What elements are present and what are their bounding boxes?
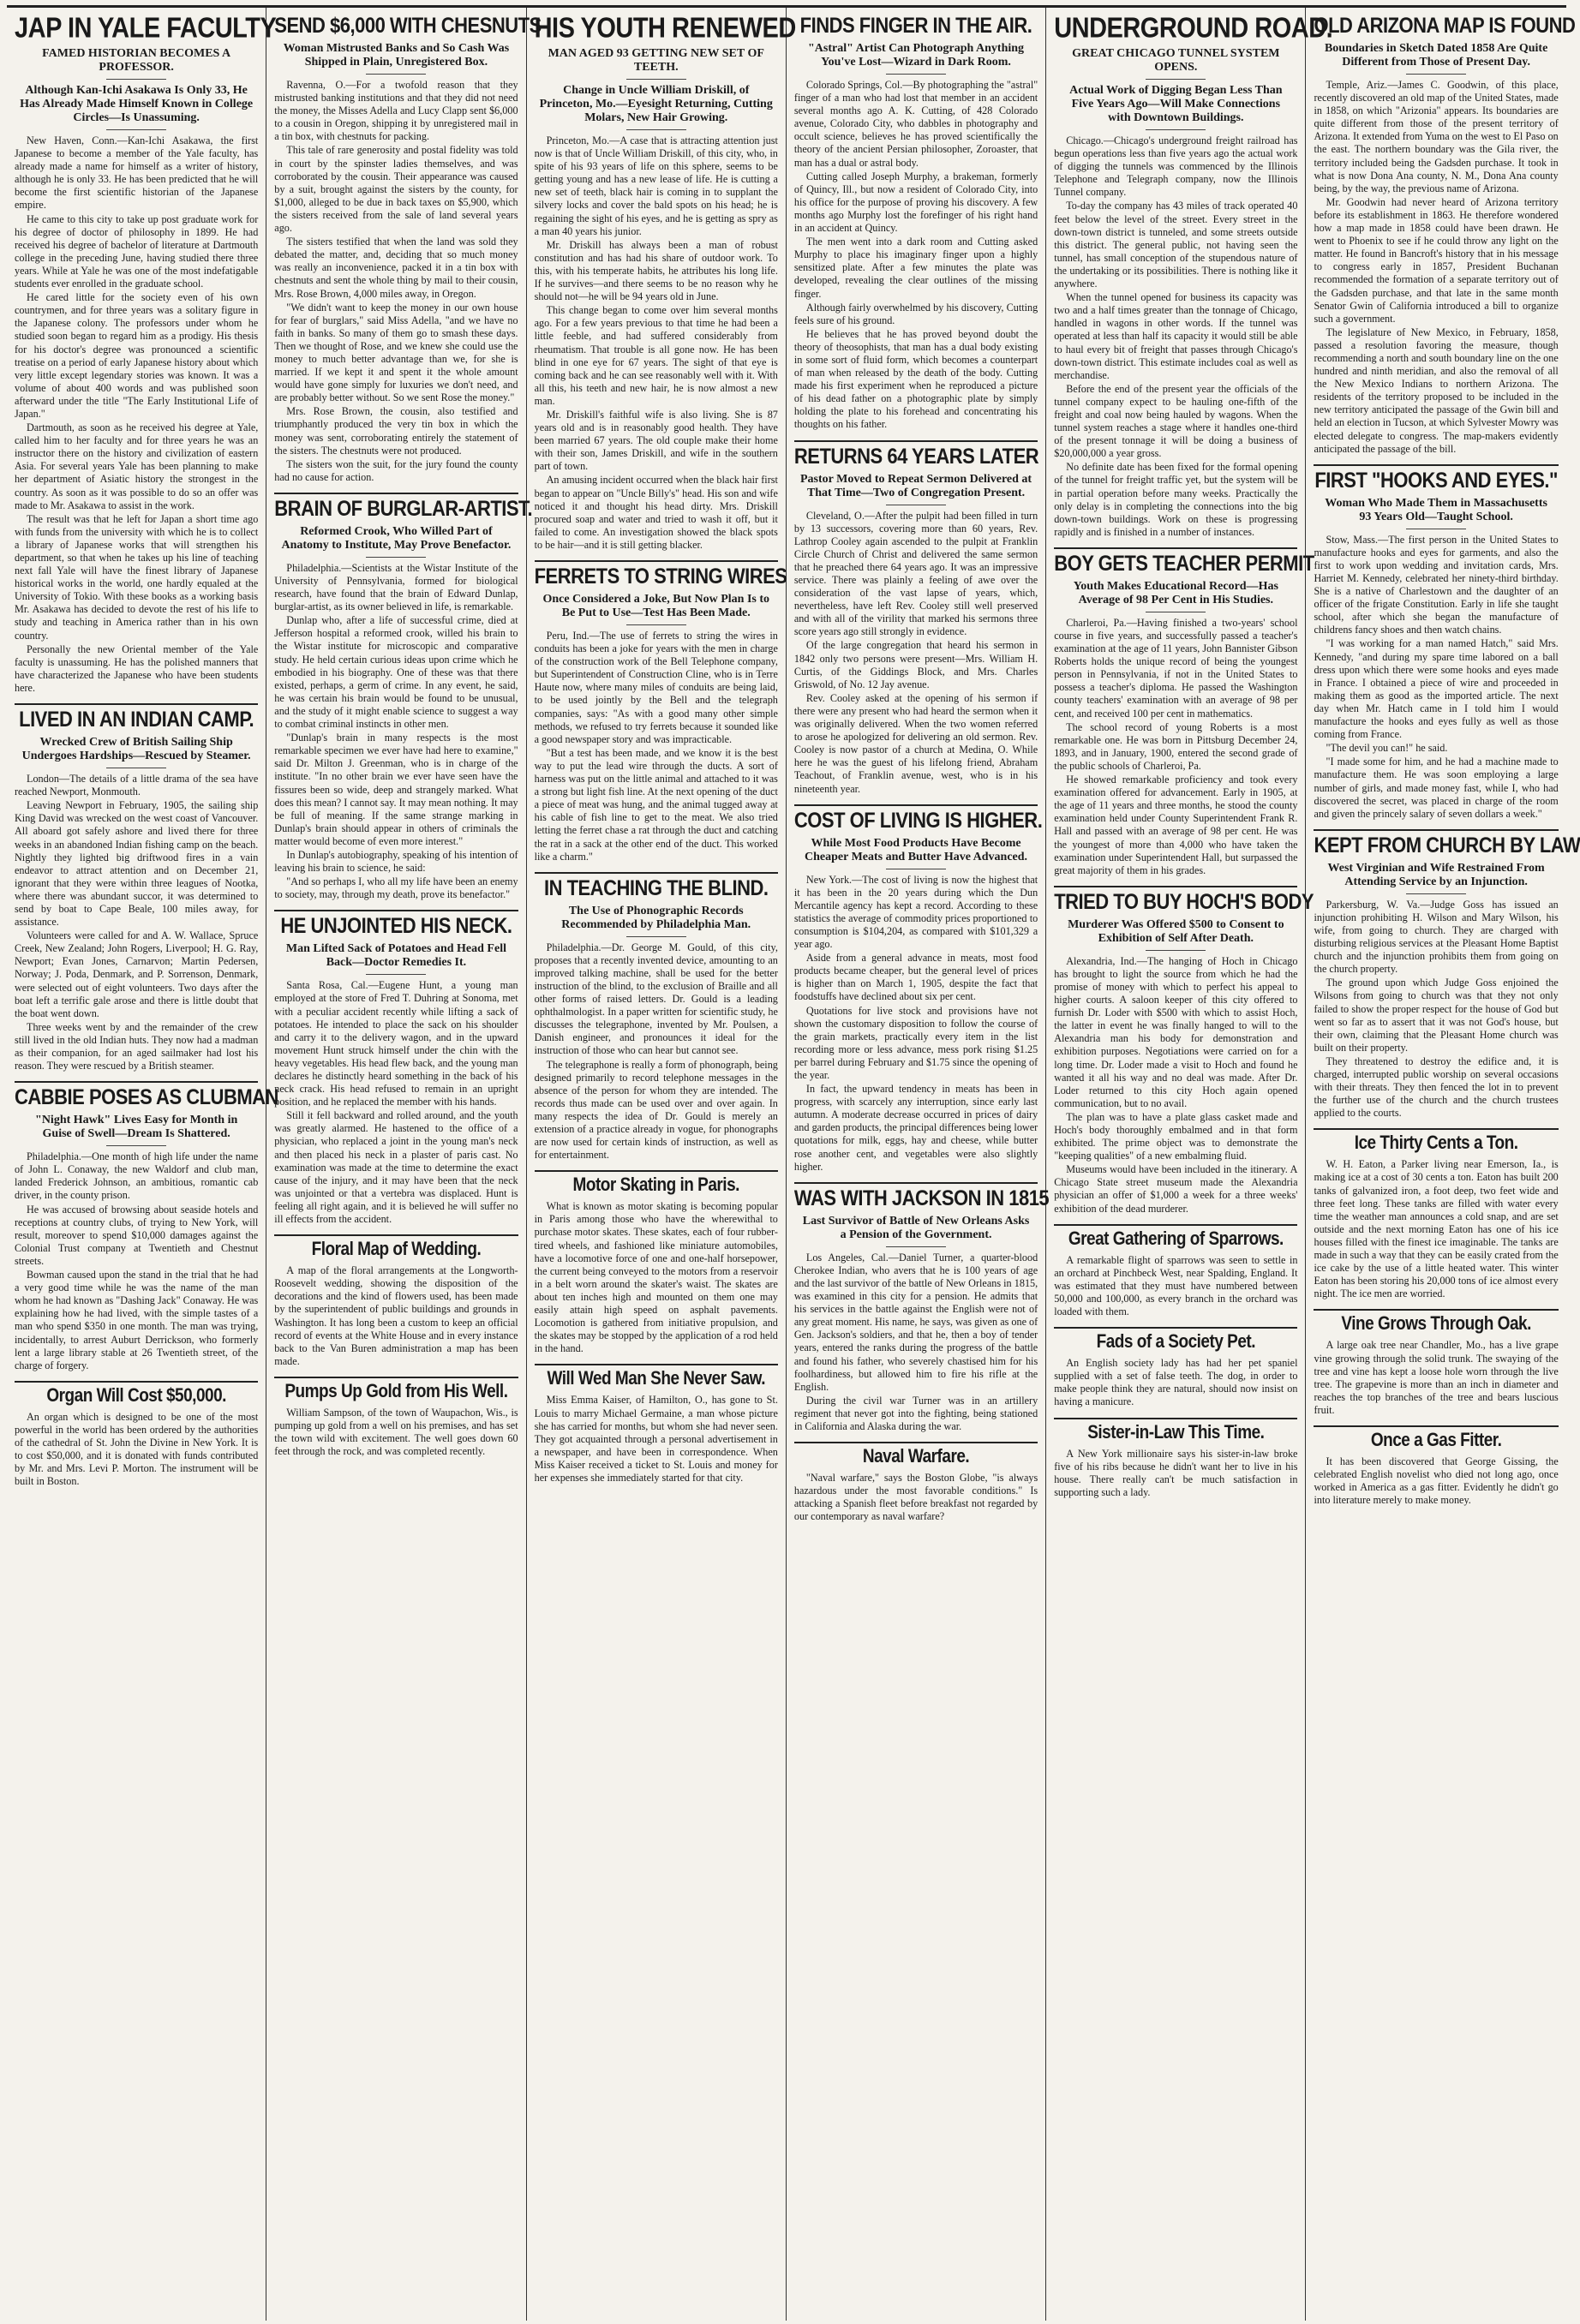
paragraph: Charleroi, Pa.—Having finished a two-years' school course in five years, and successfully passed a teacher's examination at the age of 11 years, John Bannister Gibson Roberts holds the unique record of being the youngest person in Pennsylvania, if not in the United States to possess a teacher's diploma. He passed the Washington county teachers' examination with an average of 98 per cent, and received 100 per cent in mathematics. bbox=[1054, 616, 1298, 720]
article bbox=[274, 495, 533, 901]
paragraph: "I was working for a man named Hatch," said Mrs. Kennedy, "and during my spare time labored on a ball dress upon which there were some hooks and eyes made in France. I obtained a piece of wire and proceeded in making them as good as the imported article. The next day when Mr. Hatch came in I told him I would manufacture the hooks and eyes fully as well as those coming from France. bbox=[1314, 637, 1559, 741]
subheadline: Last Survivor of Battle of New Orleans Asks a Pension of the Government. bbox=[802, 1214, 1030, 1241]
paragraph: Princeton, Mo.—A case that is attracting attention just now is that of Uncle William Driskill, of this city, who, in spite of his 93 years of life on this sphere, seems to be getting young and has a new lease of life. He is cutting a new set of teeth, black hair is coming in to supplant the silvery locks and cover the bald spots on his head; he is regaining the sight of his eyes, and he is getting as spry as a man 40 years his junior. bbox=[534, 134, 778, 237]
article-body bbox=[535, 630, 778, 863]
article-body bbox=[15, 773, 258, 1072]
divider bbox=[626, 936, 686, 937]
paragraph: Of the large congregation that heard his sermon in 1842 only two persons were present—Mrs. William H. Curtis, of the Giddings Block, and Mrs. Charles Griswold, of No. 12 Jay avenue. bbox=[793, 639, 1038, 690]
article bbox=[793, 807, 1043, 1174]
headline: LIVED IN AN INDIAN CAMP. bbox=[19, 707, 254, 732]
article bbox=[1054, 888, 1314, 1216]
headline: Fads of a Society Pet. bbox=[1096, 1331, 1256, 1353]
paragraph: It has been discovered that George Gissing, the celebrated English novelist who died not long ago, once worked in America as a gas fitter. Evidently he didn't go into literature merely to make money. bbox=[1314, 1455, 1559, 1507]
divider bbox=[366, 74, 426, 75]
subheadline: West Virginian and Wife Restrained From Attending Service by an Injunction. bbox=[1327, 861, 1545, 888]
paragraph: Philadelphia.—Scientists at the Wistar Institute of the University of Pennsylvania, formed for biological research, have found that the brain of Edward Dunlap, burglar-artist, as its owner believed in life, is remarkable. bbox=[274, 561, 518, 613]
paragraph: W. H. Eaton, a Parker living near Emerson, Ia., is making ice at a cost of 30 cents a ton. Eaton has built 200 tanks of galvanized iron, a foot deep, two feet wide and three feet long. These tanks are filled with water every time the weather man announces a cold snap, and are set outside and the next morning Eaton has one of his ice houses filled with the finest ice imaginable. The tanks are made in such a way that they can be easily crated from the ice cake by the use of a little heated water. This winter Eaton has been storing his 20,000 tons of ice almost every night. The ice men are worried. bbox=[1314, 1158, 1559, 1300]
paragraph: Parkersburg, W. Va.—Judge Goss has issued an injunction prohibiting H. Wilson and Mary Wilson, his wife, from going to church. They are charged with disturbing religious services at the Pleasant Home Baptist church and the injunction prohibits them from going on the church property. bbox=[1314, 898, 1559, 976]
article-rule bbox=[15, 1381, 258, 1383]
subheadline: The Use of Phonographic Records Recommended by Philadelphia Man. bbox=[561, 904, 751, 931]
subheadline: Man Lifted Sack of Potatoes and Head Fell Back—Doctor Remedies It. bbox=[285, 942, 506, 970]
subheadline: While Most Food Products Have Become Cheaper Meats and Butter Have Advanced. bbox=[805, 836, 1028, 863]
article-rule bbox=[535, 1364, 778, 1365]
column bbox=[1306, 8, 1580, 2321]
headline: KEPT FROM CHURCH BY LAW bbox=[1314, 832, 1580, 857]
paragraph: Aside from a general advance in meats, most food products became cheaper, but the general level of prices is higher than on March 1, 1905, despite the fact that foodstuffs have declined about six per cent. bbox=[793, 952, 1038, 1003]
article-rule bbox=[274, 910, 518, 911]
paragraph: Peru, Ind.—The use of ferrets to string the wires in conduits has been a joke for years with the men in charge of the construction work of the Bell Telephone company, but Superintendent of Construction Cline, who is in Terre Haute now, where many miles of conduits are being laid, to be used jointly by the Bell and the telegraph companies, says: "As with a good many other simple methods, we refused to try ferrets because it sounded like a good newspaper story and was impracticable. bbox=[534, 630, 778, 745]
headline: Organ Will Cost $50,000. bbox=[46, 1385, 226, 1407]
article bbox=[1314, 13, 1576, 456]
paragraph: Philadelphia.—Dr. George M. Gould, of this city, proposes that a recently invented device, amounting to an improved talking machine, shall be used for the better instruction of the blind, to the exclusion of Braille and all other forms of raised letters. Dr. Gould is a leading ophthalmologist. In a paper written for scientific study, he discusses the telegraphone, invented by Mr. Poulsen, a Danish engineer, and pronounces it ideal for the instruction of those who can hear but cannot see. bbox=[534, 941, 778, 1057]
paragraph: The result was that he left for Japan a short time ago with funds from the university with which he is to collect a library of Japanese works that will strengthen his department, so that when he takes up his line of teaching next fall Yale will have the finest library of Japanese historical works in the world, one hardly equaled at the University of Tokio. With these books as a working basis Mr. Asakawa has decided to devote the rest of his life to study and teaching in America rather than in his own country. bbox=[15, 512, 259, 642]
article bbox=[535, 1369, 778, 1485]
article bbox=[534, 12, 796, 552]
paragraph: He was accused of browsing about seaside hotels and receptions at country clubs, of trying to New York, will result, moreover to spend $10,000 damages against the Colonial Trust company at Twentieth and Chestnut streets. bbox=[15, 1203, 259, 1267]
article-body bbox=[1054, 617, 1297, 877]
paragraph: Personally the new Oriental member of the Yale faculty is unassuming. He has the polished manners that have characterized the Japanese who have been students here. bbox=[15, 642, 259, 694]
article bbox=[274, 915, 518, 1226]
paragraph: When the tunnel opened for business its capacity was two and a half times greater than the tonnage of Chicago, handled in wagons in other words. If the tunnel was operated at less than half its capacity it would still be able to haul every bit of freight that passes through Chicago's down-town district. This estimate includes coal as well as merchandise. bbox=[1054, 291, 1298, 381]
article bbox=[794, 1447, 1038, 1523]
paragraph: An organ which is designed to be one of the most powerful in the world has been ordered by the authorities of the cathedral of St. John the Divine in New York. It is to cost $50,000, and it is donated with funds contributed by Mr. and Mrs. Levi P. Morton. The instrument will be built in Boston. bbox=[15, 1410, 259, 1488]
paragraph: In fact, the upward tendency in meats has been in progress, with scarcely any interruption, since early last autumn. A moderate decrease occurred in prices of dairy and garden products, the principal differences being lower quotations for milk, eggs, hay and cheese, while butter rose another cent, and vegetables were also slightly higher. bbox=[793, 1083, 1038, 1173]
article-rule bbox=[15, 1081, 258, 1083]
article-rule bbox=[535, 1170, 778, 1172]
paragraph: Mr. Driskill's faithful wife is also living. She is 87 years old and is in reasonably good health. They have been married 67 years. The old couple make their home with their son, James Driskill, and wife in the southern part of town. bbox=[534, 408, 778, 473]
article-body bbox=[535, 1200, 778, 1355]
article bbox=[15, 1084, 278, 1372]
headline: FERRETS TO STRING WIRES bbox=[534, 564, 787, 588]
headline: Vine Grows Through Oak. bbox=[1341, 1313, 1531, 1335]
divider bbox=[106, 79, 166, 80]
paragraph: He believes that he has proved beyond doubt the theory of theosophists, that man has a dual body existing in some sort of fluid form, which becomes a counterpart of man when released by the death of the body. Cutting made his first experiment when he reproduced a picture of his dead father on a photographic plate by simply holding the plate to his forehead and concentrating his thoughts on his father. bbox=[793, 327, 1038, 431]
headline: Will Wed Man She Never Saw. bbox=[547, 1368, 765, 1389]
divider bbox=[1406, 893, 1466, 894]
paragraph: They threatened to destroy the edifice and, it is charged, interrupted public worship on several occasions with their threats. They then fenced the lot in to prevent the further use of the church and the church trustees applied to the courts. bbox=[1314, 1054, 1559, 1120]
paragraph: Mr. Driskill has always been a man of robust constitution and has had his share of outdoor work. To this, with his temperate habits, he attributes his long life. If he survives—and there seems to be no reason why he should not—he will be 94 years old in June. bbox=[534, 238, 778, 303]
headline: Naval Warfare. bbox=[862, 1446, 970, 1467]
article bbox=[15, 12, 277, 695]
paragraph: The sisters testified that when the land was sold they debated the matter, and, deciding that so much money was really an inconvenience, packed it in a tin box with chestnuts and sent the whole thing by mail to their cousin, Mrs. Rose Brown, 4,000 miles away, in Oregon. bbox=[274, 236, 518, 300]
article-body bbox=[274, 1407, 518, 1458]
article-body bbox=[15, 1411, 258, 1489]
paragraph: Santa Rosa, Cal.—Eugene Hunt, a young man employed at the store of Fred T. Duhring at Sonoma, met with a peculiar accident recently while lifting a sack of potatoes. He intended to place the sack on his shoulder and carry it to the delivery wagon, and in the upward movement Hunt struck himself under the chin with the heavy vegetables. His head flew back, and the young man declares he distinctly heard something in the back of his neck crack. His head refused to remain in an upright position, and he replaced the member with his hands. bbox=[274, 979, 518, 1108]
paragraph: In Dunlap's autobiography, speaking of his intention of leaving his brain to science, he said: bbox=[274, 848, 518, 875]
paragraph: A large oak tree near Chandler, Mo., has a live grape vine growing through the solid trunk. The swaying of the tree and vine has kept a loose hole worn through the live tree. The grapevine is more than an inch in diameter and reaches the top branches of the tree and bears luscious fruit. bbox=[1314, 1339, 1559, 1416]
article-rule bbox=[274, 493, 518, 494]
article-body bbox=[274, 79, 518, 484]
article-body bbox=[794, 1472, 1038, 1523]
article-rule bbox=[1314, 829, 1558, 831]
divider bbox=[366, 557, 426, 558]
paragraph: Before the end of the present year the officials of the tunnel company expect to be hauling one-fifth of the freight and coal now being hauled by wagons. When the tunnel system reaches a stage where it handles one-third of the present tonnage it will be doing a business of $20,000,000 a year gross. bbox=[1054, 382, 1298, 460]
paragraph: He cared little for the society even of his own countrymen, and for three years was a solitary figure in the Japanese colony. The professors under whom he studied soon began to regard him as a prodigy. His thesis for his doctor's degree was pronounced a scientific treatise on a period of early Japanese history about which very little except legendary stories was known. It was a volume of about 400 words and was published soon afterward under the title "The Early Institutional Life of Japan." bbox=[15, 291, 259, 420]
subheadline: Once Considered a Joke, But Now Plan Is to Be Put to Use—Test Has Been Made. bbox=[542, 593, 770, 619]
article bbox=[274, 1382, 518, 1458]
subheadline: Actual Work of Digging Began Less Than Five Years Ago—Will Make Connections with Downtown Buildings. bbox=[1069, 84, 1283, 124]
column bbox=[7, 8, 278, 2321]
paragraph: Mrs. Rose Brown, the cousin, also testified and triumphantly produced the very tin box in which the money was sent, corroborating entirely the statement of the sisters. The chestnuts were not produced. bbox=[274, 405, 518, 457]
article-body bbox=[274, 1264, 518, 1368]
headline: TRIED TO BUY HOCH'S BODY bbox=[1054, 888, 1314, 914]
article-body bbox=[794, 510, 1038, 796]
paragraph: Although fairly overwhelmed by his discovery, Cutting feels sure of his ground. bbox=[793, 301, 1038, 326]
article-rule bbox=[1314, 1425, 1558, 1427]
article bbox=[1054, 12, 1333, 539]
paragraph: Quotations for live stock and provisions have not shown the customary disposition to follow the course of the grain markets, practically every item in the list recording more or less advance, mess pork rising $1.25 per barrel during February and $1.75 since the opening of the year. bbox=[793, 1004, 1038, 1081]
article-rule bbox=[1314, 1309, 1558, 1311]
divider bbox=[626, 79, 686, 80]
paragraph: To-day the company has 43 miles of track operated 40 feet below the level of the street. Every street in the down-town district is tunneled, and some streets outside this district. The general public, not having seen the tunnel, has small conception of the stupendous nature of the undertaking or its possibilities. There is nothing like it anywhere. bbox=[1054, 200, 1298, 290]
paragraph: Leaving Newport in February, 1905, the sailing ship King David was wrecked on the west coast of Vancouver. All aboard got safely ashore and lived there for three weeks in an abandoned Indian fishing camp on the beach. Nightly they lighted big driftwood fires in a vain endeavor to attract attention and on December 21, ignorant that they were within three leagues of Nootka, where there was abundant succor, it was determined to send by boat to Cape Beale, 100 miles away, for assistance. bbox=[15, 799, 259, 929]
article-rule bbox=[794, 1442, 1038, 1443]
article-body bbox=[1054, 1448, 1297, 1499]
subheadline: Change in Uncle William Driskill, of Princeton, Mo.—Eyesight Returning, Cutting Molars, New Hair Growing. bbox=[539, 84, 773, 124]
headline: WAS WITH JACKSON IN 1815 bbox=[793, 1185, 1050, 1210]
article-body bbox=[274, 562, 518, 901]
article-body bbox=[15, 134, 258, 695]
article-rule bbox=[535, 872, 778, 874]
article-body bbox=[794, 79, 1038, 432]
paragraph: "But a test has been made, and we know it is the best way to put the lead wire through the ducts. A sort of harness was put on the little animal and attached to it was a strong but light fish line. At the next opening of the duct a piece of meat was hung, and the animal tugged away at his cable of fish line to get to the meat. We also tried letting the ferret chase a rat through the duct and catching the rat in a sack at the other end of the duct. This worked like a charm." bbox=[534, 746, 778, 863]
paragraph: What is known as motor skating is becoming popular in Paris among those who have the wherewithal to purchase motor skates. These skates, each of four rubber-tired wheels, and fashioned like miniature automobiles, have a locomotive force of one and one-half horsepower, the current being conveyed to the motors from a reservoir in a belt worn around the skater's waist. The skates are about ten inches high and mounted on them one may easily attain high speed on asphalt pavements. Locomotion is gathered from initiative propulsion, and the skates may be stopped by the application of a rod held in the hand. bbox=[534, 1200, 778, 1355]
paragraph: Museums would have been included in the itinerary. A Chicago State street museum made the Alexandria physician an offer of $1,000 a week for a three weeks' exhibition of the dead murderer. bbox=[1054, 1163, 1298, 1215]
paragraph: New Haven, Conn.—Kan-Ichi Asakawa, the first Japanese to become a member of the Yale faculty, has already made a name for himself as a writer of history, although he is only 33. He has been predicted that he will become the first scientific historian of the Japanese empire. bbox=[15, 134, 259, 212]
subheadline: Pastor Moved to Repeat Sermon Delivered at That Time—Two of Congregation Present. bbox=[799, 472, 1032, 499]
divider bbox=[106, 129, 166, 130]
article bbox=[274, 13, 542, 484]
paragraph: During the civil war Turner was in an artillery regiment that never got into the fighting, being stationed in California and Alaska during the war. bbox=[793, 1394, 1038, 1432]
article-body bbox=[1314, 79, 1558, 456]
paragraph: The men went into a dark room and Cutting asked Murphy to place his imaginary finger upon a highly sensitized plate. After a few minutes the plate was developed, revealing the clear outlines of the missing finger. bbox=[793, 236, 1038, 300]
article bbox=[1314, 832, 1580, 1120]
paragraph: Stow, Mass.—The first person in the United States to manufacture hooks and eyes for garments, and also the first to work upon wedding and invitation cards, Mrs. Harriet M. Kennedy, celebrated her ninety-third birthday. She is a native of Charlestown and the daughter of an officer of the frigate Constitution. Early in life she taught school, after which she began the manufacture of childrens fancy shoes and then watch chains. bbox=[1314, 533, 1559, 636]
paragraph: Ravenna, O.—For a twofold reason that they mistrusted banking institutions and that they did not need the money, the Misses Adella and Lucy Clapp sent $6,000 to a cousin in Oregon, shipping it by unregistered mail in a tin box, with chestnuts for packing. bbox=[274, 79, 518, 143]
article-body bbox=[1314, 1455, 1558, 1507]
headline: Ice Thirty Cents a Ton. bbox=[1354, 1132, 1518, 1154]
article bbox=[534, 564, 787, 863]
article-rule bbox=[1054, 547, 1297, 549]
article bbox=[15, 1386, 258, 1489]
article-rule bbox=[1054, 886, 1297, 887]
article bbox=[794, 445, 1038, 796]
article-rule bbox=[1314, 464, 1558, 466]
article bbox=[1054, 550, 1314, 877]
article bbox=[1054, 1229, 1297, 1318]
headline: FINDS FINGER IN THE AIR. bbox=[799, 13, 1032, 38]
paragraph: Still it fell backward and rolled around, and the youth was greatly alarmed. He hastened to the office of a physician, who replaced a joint in the young man's neck and then placed his neck in a plaster of paris cast. No examination was made at the time to determine the exact cause of the injury, and it may have been that the neck was unjointed or that a vertebra was displaced. Hunt is feeling all right again, and it is believed he will suffer no ill effects from the accident. bbox=[274, 1109, 518, 1226]
paragraph: Los Angeles, Cal.—Daniel Turner, a quarter-blood Cherokee Indian, who avers that he is 100 years of age and the last survivor of the battle of New Orleans in 1815, was examined in this city for a pension. He admits that his services in the battle against the English were not of any great moment. His name, he says, was given as one of Gen. Jackson's soldiers, and that he, then a boy of tender years, entered the ranks during the progress of the battle and found his father, who severely chastised him for his foolhardiness, but allowed him to fire his rifle at the English. bbox=[793, 1251, 1038, 1393]
paragraph: No definite date has been fixed for the formal opening of the tunnel for freight traffic yet, but the system will be in partial operation before many weeks. Practically the only delay is in completing the connections into the big down-town buildings. Work on these is progressing rapidly and is finished in a number of instances. bbox=[1054, 461, 1298, 538]
column bbox=[527, 8, 796, 2321]
subheadline: Boundaries in Sketch Dated 1858 Are Quite Different from Those of Present Day. bbox=[1324, 42, 1548, 69]
paragraph: Cleveland, O.—After the pulpit had been filled in turn by 13 successors, covering more than 60 years, Rev. Lathrop Cooley again ascended to the pulpit at Franklin Circle Church of Christ and delivered the same sermon that he preached there 64 years ago. It was an impressive service. There was plainly a feeling of awe over the consideration of the vast lapse of years, which, nevertheless, have left Rev. Cooley still well preserved and with all of the virility that marked his sermons three score years ago still strongly in evidence. bbox=[793, 509, 1038, 638]
article bbox=[794, 15, 1038, 432]
article-body bbox=[1054, 1357, 1297, 1408]
paragraph: A New York millionaire says his sister-in-law broke five of his ribs because he didn't want her to live in his house. There really can't be much satisfaction in supporting such a lady. bbox=[1054, 1447, 1298, 1498]
headline: Floral Map of Wedding. bbox=[311, 1239, 482, 1260]
paragraph: The ground upon which Judge Goss enjoined the Wilsons from going to church was that they not only failed to show the proper respect for the house of God but went so far as to assert that it was not God's house, but their own, claiming that the Pleasant Home church was built on their property. bbox=[1314, 977, 1559, 1054]
paragraph: An English society lady has had her pet spaniel supplied with a set of false teeth. The dog, in order to make people think they are natural, should now insist on having a manicure. bbox=[1054, 1357, 1298, 1408]
paragraph: "Dunlap's brain in many respects is the most remarkable specimen we ever have had here to examine," said Dr. Milton J. Greenman, who is in charge of the institute. "In no other brain we ever have seen have the fissures been so wide, deep and strangely marked. What does this mean? I cannot say. It may mean nothing. It may be full of meaning. If the same strange marking in Dunlap's brain should appear in others of criminals the matter would become of even more interest." bbox=[274, 732, 518, 847]
article bbox=[1314, 469, 1558, 821]
headline: Great Gathering of Sparrows. bbox=[1068, 1228, 1284, 1250]
article-rule bbox=[274, 1234, 518, 1236]
headline: HIS YOUTH RENEWED bbox=[534, 12, 796, 45]
subheadline: Woman Who Made Them in Massachusetts 93 Years Old—Taught School. bbox=[1325, 496, 1547, 523]
headline: Sister-in-Law This Time. bbox=[1087, 1421, 1265, 1443]
paragraph: Bowman caused upon the stand in the trial that he had a very good time while he was the name of the man whom he had known as "Dashing Jack" Conaway. He was explaining how he had lived, with the simple tastes of a man who spend $350 in one month. The man was trying, incidentally, to arrest Auburt Derrickson, who formerly lent a large library stable at 26 Twentieth street, of the charge of forgery. bbox=[15, 1269, 259, 1371]
headline: COST OF LIVING IS HIGHER. bbox=[793, 807, 1043, 833]
subheadline: "Astral" Artist Can Photograph Anything You've Lost—Wizard in Dark Room. bbox=[808, 42, 1025, 69]
article-body bbox=[1314, 534, 1558, 821]
divider bbox=[1146, 950, 1206, 951]
paragraph: Cutting called Joseph Murphy, a brakeman, formerly of Quincy, Ill., but now a resident of Colorado City, into his office for the purpose of proving his discovery. A few months ago Murphy lost the forefinger of his right hand in an accident at Quincy. bbox=[793, 170, 1038, 235]
paragraph: Dunlap who, after a life of successful crime, died at Jefferson hospital a reformed crook, willed his brain to the Wistar institute for microscopic and comparative study. He held certain curious ideas upon crime which he embodied in his biography. One of these was that there existed, perhaps, a germ of crime. In any event, he said, he was certain his brain would be found to be unusual, and the study of it might enable science to suggest a way to combat criminal instincts in other men. bbox=[274, 614, 518, 731]
subheadline: GREAT CHICAGO TUNNEL SYSTEM OPENS. bbox=[1072, 47, 1280, 74]
divider bbox=[1406, 74, 1466, 75]
headline: Pumps Up Gold from His Well. bbox=[284, 1381, 508, 1402]
article-rule bbox=[794, 804, 1038, 806]
paragraph: Temple, Ariz.—James C. Goodwin, of this place, recently discovered an old map of the United States, made in 1858, on which "Arizonia" appears. Its boundaries are quite different from those of the present territory of Arizona. It extended from Yuma on the west to El Paso on the east. The northern boundary was the Gila river, the territory included being the Gadsden purchase. It took in what is now Dona Ana county, N. M., Dona Ana county being, by the way, the previous name of Arizona. bbox=[1314, 79, 1559, 194]
article-body bbox=[1054, 134, 1297, 539]
divider bbox=[1146, 79, 1206, 80]
column bbox=[266, 8, 542, 2321]
headline: Motor Skating in Paris. bbox=[572, 1174, 739, 1196]
headline: IN TEACHING THE BLIND. bbox=[543, 875, 769, 900]
paragraph: Chicago.—Chicago's underground freight railroad has begun operations less than five years ago the actual work of digging the tunnels was commenced by the Illinois Telephone and Telegraph company, now the Illinois Tunnel company. bbox=[1054, 134, 1298, 199]
headline: HE UNJOINTED HIS NECK. bbox=[280, 913, 512, 939]
article-rule bbox=[1054, 1418, 1297, 1419]
article-body bbox=[535, 1394, 778, 1485]
subheadline: Woman Mistrusted Banks and So Cash Was Shipped in Plain, Unregistered Box. bbox=[283, 42, 510, 69]
divider bbox=[366, 974, 426, 975]
headline: Once a Gas Fitter. bbox=[1370, 1430, 1502, 1451]
article-body bbox=[535, 941, 778, 1162]
divider bbox=[626, 129, 686, 130]
article-body bbox=[15, 1150, 258, 1372]
article bbox=[1314, 1133, 1558, 1300]
subheadline: Reformed Crook, Who Willed Part of Anatomy to Institute, May Prove Benefactor. bbox=[281, 524, 512, 552]
article-body bbox=[794, 1252, 1038, 1433]
column bbox=[1046, 8, 1333, 2321]
paragraph: Volunteers were called for and A. W. Wallace, Spruce Creek, New Zealand; John Rogers, Liverpool; H. G. Ray, Newport; Evan Jones, Carnarvon; Martin Pedersen, Norway; J. Poda, Denmark, and P. Sorrenson, Denmark, were selected out of eight volunteers. Two days after the boat left a terrific gale arose and there is little doubt that the boat went down. bbox=[15, 929, 259, 1019]
paragraph: Rev. Cooley asked at the opening of his sermon if there were any present who had heard the sermon when it was originally delivered. When the two women referred to arose he apologized for delivering an old sermon. Rev. Cooley is now pastor of a church at Medina, O. While here he was the guest of his lifelong friend, Abraham Teachout, of Franklin avenue, west, who is in his nineteenth year. bbox=[793, 691, 1038, 795]
paragraph: The school record of young Roberts is a most remarkable one. He was born in Pittsburg December 24, 1893, and in January, 1900, entered the second grade of the public schools of Charleroi, Pa. bbox=[1054, 720, 1298, 772]
headline: FIRST "HOOKS AND EYES." bbox=[1314, 467, 1558, 493]
paragraph: He showed remarkable proficiency and took every examination offered for advancement. Early in 1905, at the age of 11 years and three months, he stood the county examination held under County Superintendent Frank R. Hall and passed with an average of 98 per cent. He was the youngest of more than 4,000 who have taken the examination under Superintendent Hall, but surpassed the great majority of them in his grades. bbox=[1054, 774, 1298, 876]
divider bbox=[886, 74, 946, 75]
headline: UNDERGROUND ROAD. bbox=[1054, 12, 1333, 45]
headline: JAP IN YALE FACULTY bbox=[15, 12, 277, 45]
article bbox=[1054, 1332, 1297, 1408]
paragraph: Mr. Goodwin had never heard of Arizona territory before its establishment in 1863. He therefore wondered how a map made in 1858 could have been drawn. He went to Phoenix to see if he could throw any light on the matter. He found in Bancroft's history that in his message to congress early in 1857, President Buchanan recommended the formation of a separate territory out of the Gadsden purchase, and that late in the same month Senator Gwin of California introduced a bill to organize such a government. bbox=[1314, 195, 1559, 325]
paragraph: He came to this city to take up post graduate work for his degree of doctor of philosophy in 1899. He had received his degree of bachelor of literature at Dartmouth college in the preceding June, having studied there three years. While at Yale he was one of the most indefatigable students ever enrolled in the graduate school. bbox=[15, 212, 259, 290]
article-body bbox=[535, 134, 778, 552]
subheadline: "Night Hawk" Lives Easy for Month in Guise of Swell—Dream Is Shattered. bbox=[35, 1114, 238, 1141]
article bbox=[15, 708, 258, 1072]
paragraph: Dartmouth, as soon as he received his degree at Yale, called him to her faculty and for three years he was an instructor there on the history and civilization of eastern Asia. For several years Yale has been planning to make her department of Asiatic history the strongest in the country. As soon as it was possible to do so an offer was made to Mr. Asakawa to assist in the work. bbox=[15, 421, 259, 511]
divider bbox=[1146, 129, 1206, 130]
article-body bbox=[1314, 1158, 1558, 1300]
article bbox=[1054, 1423, 1297, 1499]
subheadline: Youth Makes Educational Record—Has Average of 98 Per Cent in His Studies. bbox=[1073, 579, 1278, 606]
article-rule bbox=[794, 1182, 1038, 1184]
paragraph: This tale of rare generosity and postal fidelity was told in court by the spinster ladies themselves, and was corroborated by the cousin. Their appearance was caused by a suit, brought against the sisters by the county, for $1,000, alleged to be due in back taxes on $5,900, which the sisters received from the sale of land several years ago. bbox=[274, 144, 518, 235]
article-rule bbox=[535, 560, 778, 562]
paragraph: An amusing incident occurred when the black hair first began to appear on "Uncle Billy's" head. His son and wife noticed it and thought his head dirty. Mrs. Driskill procured soap and water and tried to wash it off, but it failed to come. An investigation showed the black spots to be hair—and it is still getting blacker. bbox=[534, 474, 778, 551]
column bbox=[787, 8, 1050, 2321]
headline: RETURNS 64 YEARS LATER bbox=[793, 443, 1039, 469]
article-rule bbox=[274, 1377, 518, 1378]
paragraph: London—The details of a little drama of the sea have reached Newport, Monmouth. bbox=[15, 773, 259, 798]
article bbox=[274, 1240, 518, 1368]
article-rule bbox=[15, 703, 258, 705]
subheadline: Although Kan-Ichi Asakawa Is Only 33, He Has Already Made Himself Known in College Circles—Is Unassuming. bbox=[20, 84, 254, 124]
headline: CABBIE POSES AS CLUBMAN bbox=[15, 1084, 278, 1109]
paragraph: "Naval warfare," says the Boston Globe, "is always hazardous under the most favorable conditions." Is attacking a Spanish fleet before breakfast not regarded by our contemporary as naval warfare? bbox=[793, 1472, 1038, 1523]
paragraph: New York.—The cost of living is now the highest that it has been in the 20 years during which the Dun Mercantile agency has kept a record. According to these statistics the average of commodity prices proportioned to consumption is $104,204, as compared with $101,329 a year ago. bbox=[793, 873, 1038, 951]
paragraph: This change began to come over him several months ago. For a few years previous to that time he had been a little feeble, and had suffered considerably from rheumatism. That trouble is all gone now. He has been blind in one eye for 67 years. The sight of that eye is coming back and he can see reasonably well with it. With all this, his teeth and new hair, he is now almost a new man. bbox=[534, 304, 778, 407]
article bbox=[1314, 1431, 1558, 1507]
article-body bbox=[1314, 1339, 1558, 1417]
paragraph: Miss Emma Kaiser, of Hamilton, O., has gone to St. Louis to marry Michael Germaine, a man whose picture she has carried for months, but whom she had never seen. They got acquainted through a personal advertisement in a newspaper, and have been in correspondence. When Miss Kaiser received a ticket to St. Louis and money for her expenses she immediately started for that city. bbox=[534, 1394, 778, 1484]
article-rule bbox=[1314, 1128, 1558, 1130]
article-body bbox=[794, 874, 1038, 1174]
paragraph: The sisters won the suit, for the jury found the county had no cause for action. bbox=[274, 457, 518, 483]
divider bbox=[106, 1145, 166, 1146]
paragraph: Alexandria, Ind.—The hanging of Hoch in Chicago has brought to light the source from which he had the promise of money with which to perfect his appeal to higher courts. A saloon keeper of this city offered to furnish Dr. Loder with $500 with which to assist Hoch, the latter in event he was finally hanged to will to the Alexandria man his body for demonstration and exhibition purposes. Negotiations were carried on for a long time. Dr. Loder made a visit to Hoch and found he wanted it all his way and no deal was made. After Dr. Loder returned to this city Hoch again opened communication, but to no avail. bbox=[1054, 954, 1298, 1109]
paragraph: Three weeks went by and the remainder of the crew still lived in the old Indian huts. They now had a madman as their companion, for an aged sailmaker had lost his reason. They were rescued by a British steamer. bbox=[15, 1020, 259, 1072]
subheadline: FAMED HISTORIAN BECOMES A PROFESSOR. bbox=[42, 47, 231, 74]
article bbox=[1314, 1314, 1558, 1417]
article-rule bbox=[1054, 1327, 1297, 1329]
divider bbox=[886, 1246, 946, 1247]
newspaper-page bbox=[7, 5, 1580, 2318]
paragraph: Philadelphia.—One month of high life under the name of John L. Conaway, the new Waldorf and club man, landed Frederick Johnson, an ambitious, romantic cab driver, in the county prison. bbox=[15, 1150, 259, 1202]
article-body bbox=[1054, 955, 1297, 1216]
paragraph: "And so perhaps I, who all my life have been an enemy to society, may, through my death, prove its benefactor." bbox=[274, 875, 518, 901]
subheadline: MAN AGED 93 GETTING NEW SET OF TEETH. bbox=[548, 47, 764, 74]
paragraph: "We didn't want to keep the money in our own house for fear of burglars," said Miss Adella, "and we have no faith in banks. So many of them go to smash these days. Then we thought of Rose, and we knew she could use the money to much better advantage than we, for she is married. If we kept it and spent it the whole amount would have gone simply for luxuries we don't need, and are probably better without. So we sent Rose the money." bbox=[274, 301, 518, 404]
paragraph: "I made some for him, and he had a machine made to manufacture them. He was soon employing a large number of girls, and made money fast, while I, who had discovered the secret, was placed in charge of the room and given the princely salary of seven dollars a week." bbox=[1314, 756, 1559, 820]
headline: BOY GETS TEACHER PERMIT bbox=[1054, 550, 1314, 576]
subheadline: Murderer Was Offered $500 to Consent to Exhibition of Self After Death. bbox=[1068, 917, 1284, 945]
subheadline: Wrecked Crew of British Sailing Ship Undergoes Hardships—Rescued by Steamer. bbox=[21, 736, 251, 763]
paragraph: Colorado Springs, Col.—By photographing the "astral" finger of a man who had lost that member in an accident several months ago A. K. Cutting, of 428 Colorado avenue, Colorado City, who dabbles in photography and occult science, believes he has proved scientifically the theory of the ancient Persian philosopher, Zoroaster, that man has a dual or astral body. bbox=[793, 79, 1038, 169]
divider bbox=[626, 624, 686, 625]
headline: OLD ARIZONA MAP IS FOUND bbox=[1314, 13, 1576, 38]
article-body bbox=[1054, 1254, 1297, 1318]
article bbox=[535, 877, 778, 1162]
paragraph: A map of the floral arrangements at the Longworth-Roosevelt wedding, showing the disposition of the decorations and the kind of flowers used, has been made by the superintendent of public buildings and grounds in Washington. It has long been a custom to keep an official record of events at the White House and in every instance back to the Van Buren administration a map has been made. bbox=[274, 1264, 518, 1367]
paragraph: The legislature of New Mexico, in February, 1858, passed a resolution favoring the measure, though recommending a north and south boundary line on the one hundred and ninth meridian, and also the removal of all the New Mexico Indians to northern Arizona. The residents of the territory proposed to be included in the new territory anticipated the passage of the Gwin bill and held an election in Tucson, at which Sylvester Mowry was elected delegate to congress. The map-makers evidently anticipated the passage of the bill. bbox=[1314, 326, 1559, 455]
article-body bbox=[1314, 899, 1558, 1120]
article-rule bbox=[794, 440, 1038, 442]
paragraph: William Sampson, of the town of Waupachon, Wis., is pumping up gold from a well on his premises, and has set the town wild with excitement. The well goes down 60 feet through the rock, and was completed recently. bbox=[274, 1406, 518, 1458]
article bbox=[793, 1185, 1050, 1433]
paragraph: A remarkable flight of sparrows was seen to settle in an orchard at Pinchbeck West, near Spalding, England. It was estimated that they must have numbered between 50,000 and 100,000, as every branch in the orchard was loaded with them. bbox=[1054, 1253, 1298, 1318]
article-body bbox=[274, 979, 518, 1226]
headline: SEND $6,000 WITH CHESNUTS bbox=[274, 13, 542, 38]
paragraph: "The devil you can!" he said. bbox=[1326, 742, 1448, 755]
paragraph: The telegraphone is really a form of phonograph, being designed primarily to record telephone messages in the absence of the person for whom they are intended. The records thus made can be used over and over again. In many respects the idea of Dr. Gould is merely an extension of a practice already in vogue, for phonographs are now used for certain kinds of instruction, as well as for entertainment. bbox=[534, 1058, 778, 1162]
article bbox=[535, 1175, 778, 1355]
paragraph: The plan was to have a plate glass casket made and Hoch's body thoroughly embalmed and in that form exhibited. The prime object was to demonstrate the "keeping qualities" of a new embalming fluid. bbox=[1054, 1110, 1298, 1162]
headline: BRAIN OF BURGLAR-ARTIST. bbox=[274, 495, 533, 521]
article-rule bbox=[1054, 1224, 1297, 1226]
